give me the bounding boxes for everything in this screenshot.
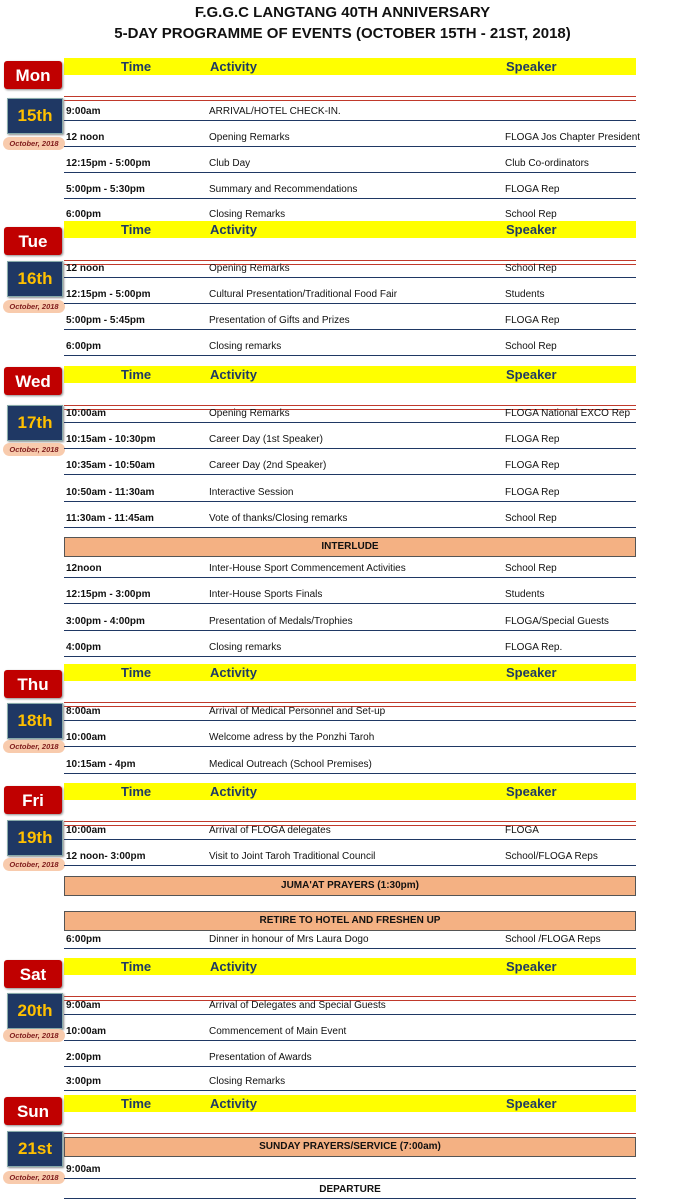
row-time: 12 noon (66, 263, 105, 274)
day-number-badge: 15th (7, 98, 63, 134)
month-label: October, 2018 (3, 740, 65, 753)
table-row (64, 507, 636, 528)
row-activity: Closing Remarks (209, 1076, 286, 1087)
day-number-badge: 18th (7, 703, 63, 739)
row-activity: Dinner in honour of Mrs Laura Dogo (209, 934, 369, 945)
table-row (64, 100, 636, 121)
header-activity: Activity (210, 665, 257, 680)
row-time: 10:00am (66, 825, 107, 836)
row-time: 12 noon (66, 132, 105, 143)
month-label: October, 2018 (3, 858, 65, 871)
table-row (64, 994, 636, 1015)
table-row (64, 928, 636, 949)
row-speaker: FLOGA Rep (505, 315, 560, 326)
header-speaker: Speaker (506, 59, 557, 74)
column-header-bar (64, 221, 636, 238)
row-activity: Presentation of Medals/Trophies (209, 615, 353, 627)
row-time: 5:00pm - 5:30pm (66, 184, 145, 195)
month-label: October, 2018 (3, 137, 65, 150)
row-time: 9:00am (66, 106, 101, 117)
row-activity: Club Day (209, 158, 251, 169)
row-time: 11:30am - 11:45am (66, 512, 154, 524)
row-time: 12 noon- 3:00pm (66, 851, 146, 862)
row-time: 6:00pm (66, 209, 102, 220)
table-row (64, 1046, 636, 1067)
document-title: F.G.G.C LANGTANG 40TH ANNIVERSARY (194, 4, 491, 21)
day-name-badge: Thu (4, 670, 62, 698)
row-activity: Career Day (1st Speaker) (209, 434, 323, 446)
row-speaker: FLOGA/Special Guests (505, 615, 609, 627)
row-activity: Arrival of FLOGA delegates (209, 825, 331, 836)
row-time: 12:15pm - 5:00pm (66, 158, 151, 169)
header-activity: Activity (210, 959, 257, 974)
row-speaker: FLOGA Rep (505, 184, 560, 195)
day-name-badge: Tue (4, 227, 62, 255)
row-time: 5:00pm - 5:45pm (66, 315, 145, 326)
header-speaker: Speaker (506, 1096, 557, 1111)
column-header-bar (64, 366, 636, 383)
sunday-prayers-band: SUNDAY PRAYERS/SERVICE (7:00am) (64, 1137, 636, 1157)
day-name-badge: Sat (4, 960, 62, 988)
row-activity: ARRIVAL/HOTEL CHECK-IN. (209, 106, 341, 117)
table-row (64, 454, 636, 475)
row-speaker: FLOGA Jos Chapter President (505, 132, 641, 143)
row-time: 10:15am - 4pm (66, 758, 136, 770)
row-activity: Commencement of Main Event (209, 1026, 347, 1037)
table-row (64, 557, 636, 578)
header-activity: Activity (210, 784, 257, 799)
column-header-bar (64, 783, 636, 800)
row-activity: Presentation of Gifts and Prizes (209, 315, 350, 326)
day-name-badge: Mon (4, 61, 62, 89)
row-time: 4:00pm (66, 641, 102, 653)
day-number-badge: 21st (7, 1131, 63, 1167)
header-activity: Activity (210, 367, 257, 382)
row-time: 6:00pm (66, 934, 102, 945)
departure-label: DEPARTURE (319, 1184, 381, 1195)
row-activity: Arrival of Medical Personnel and Set-up (209, 706, 386, 717)
row-speaker: School/FLOGA Reps (505, 851, 598, 862)
table-row (64, 283, 636, 304)
table-row (64, 309, 636, 330)
day-number-badge: 20th (7, 993, 63, 1029)
column-header-bar (64, 1095, 636, 1112)
table-row (64, 1158, 636, 1179)
table-row (64, 257, 636, 278)
row-speaker: FLOGA National EXCO Rep (505, 408, 631, 419)
row-activity: Opening Remarks (209, 408, 290, 419)
row-activity: Vote of thanks/Closing remarks (209, 512, 348, 524)
row-time: 8:00am (66, 706, 101, 717)
row-activity: Opening Remarks (209, 263, 290, 274)
row-time: 10:00am (66, 732, 107, 744)
day-name-badge: Fri (4, 786, 62, 814)
row-time: 2:00pm (66, 1052, 102, 1063)
document-subtitle: 5-DAY PROGRAMME OF EVENTS (OCTOBER 15TH - 21ST, 2018) (114, 25, 571, 42)
table-row (64, 583, 636, 604)
header-time: Time (121, 665, 152, 680)
row-time: 10:00am (66, 1026, 107, 1037)
row-speaker: School Rep (505, 263, 557, 274)
table-row (64, 1020, 636, 1041)
column-header-bar (64, 58, 636, 75)
header-time: Time (121, 367, 152, 382)
table-row (64, 481, 636, 502)
row-speaker: Students (505, 289, 545, 300)
header-activity: Activity (210, 59, 257, 74)
row-speaker: Students (505, 589, 545, 601)
month-label: October, 2018 (3, 1029, 65, 1042)
row-speaker: FLOGA Rep (505, 486, 560, 498)
interlude-band: INTERLUDE (64, 537, 636, 557)
row-speaker: FLOGA Rep (505, 434, 560, 446)
header-time: Time (121, 1096, 152, 1111)
row-activity: Inter-House Sport Commencement Activities (209, 563, 406, 574)
row-activity: Cultural Presentation/Traditional Food Fair (209, 289, 398, 300)
day-name-badge: Wed (4, 367, 62, 395)
table-row (64, 700, 636, 721)
header-time: Time (121, 222, 152, 237)
row-speaker: School Rep (505, 341, 557, 352)
row-time: 3:00pm - 4:00pm (66, 615, 145, 627)
table-row (64, 402, 636, 423)
row-time: 3:00pm (66, 1076, 102, 1087)
day-number-badge: 16th (7, 261, 63, 297)
month-label: October, 2018 (3, 300, 65, 313)
table-row (64, 428, 636, 449)
header-time: Time (121, 59, 152, 74)
row-speaker: School Rep (505, 512, 557, 524)
row-speaker: FLOGA (505, 825, 539, 836)
retire-hotel-band: RETIRE TO HOTEL AND FRESHEN UP (64, 911, 636, 931)
header-speaker: Speaker (506, 784, 557, 799)
row-activity: Career Day (2nd Speaker) (209, 460, 327, 472)
table-row (64, 819, 636, 840)
row-speaker: FLOGA Rep. (505, 641, 563, 653)
column-header-bar (64, 958, 636, 975)
month-label: October, 2018 (3, 1171, 65, 1184)
header-speaker: Speaker (506, 367, 557, 382)
header-time: Time (121, 959, 152, 974)
row-time: 12noon (66, 563, 102, 574)
row-speaker: School Rep (505, 563, 557, 574)
row-speaker: Club Co-ordinators (505, 158, 589, 169)
header-time: Time (121, 784, 152, 799)
row-speaker: FLOGA Rep (505, 460, 560, 472)
header-activity: Activity (210, 222, 257, 237)
row-time: 6:00pm (66, 341, 102, 352)
table-row (64, 726, 636, 747)
row-activity: Closing remarks (209, 641, 282, 653)
row-time: 10:50am - 11:30am (66, 486, 155, 498)
row-activity: Inter-House Sports Finals (209, 589, 323, 601)
row-time: 12:15pm - 3:00pm (66, 589, 151, 601)
row-time: 10:15am - 10:30pm (66, 434, 156, 446)
departure-rule (64, 1198, 636, 1199)
table-row (64, 845, 636, 866)
day-name-badge: Sun (4, 1097, 62, 1125)
table-row (64, 152, 636, 173)
month-label: October, 2018 (3, 443, 65, 456)
table-row (64, 610, 636, 631)
row-activity: Presentation of Awards (209, 1052, 312, 1063)
row-activity: Opening Remarks (209, 132, 290, 143)
table-row (64, 636, 636, 657)
jumaat-prayers-band: JUMA'AT PRAYERS (1:30pm) (64, 876, 636, 896)
row-time: 10:35am - 10:50am (66, 460, 155, 472)
table-row (64, 753, 636, 774)
row-activity: Closing Remarks (209, 209, 286, 220)
row-activity: Visit to Joint Taroh Traditional Council (209, 851, 376, 862)
header-speaker: Speaker (506, 959, 557, 974)
row-activity: Arrival of Delegates and Special Guests (209, 1000, 386, 1011)
row-time: 9:00am (66, 1164, 101, 1175)
row-activity: Medical Outreach (School Premises) (209, 758, 372, 770)
row-speaker: School /FLOGA Reps (505, 934, 601, 945)
day-number-badge: 17th (7, 405, 63, 441)
table-row (64, 126, 641, 147)
header-activity: Activity (210, 1096, 257, 1111)
row-speaker: School Rep (505, 209, 557, 220)
row-time: 12:15pm - 5:00pm (66, 289, 151, 300)
row-time: 9:00am (66, 1000, 101, 1011)
row-activity: Interactive Session (209, 486, 294, 498)
day-number-badge: 19th (7, 820, 63, 856)
row-activity: Summary and Recommendations (209, 184, 358, 195)
header-speaker: Speaker (506, 222, 557, 237)
table-row (64, 1070, 636, 1091)
header-speaker: Speaker (506, 665, 557, 680)
row-time: 10:00am (66, 408, 107, 419)
row-activity: Closing remarks (209, 341, 282, 352)
row-activity: Welcome adress by the Ponzhi Taroh (209, 732, 375, 744)
table-row (64, 178, 636, 199)
table-row (64, 335, 636, 356)
column-header-bar (64, 664, 636, 681)
